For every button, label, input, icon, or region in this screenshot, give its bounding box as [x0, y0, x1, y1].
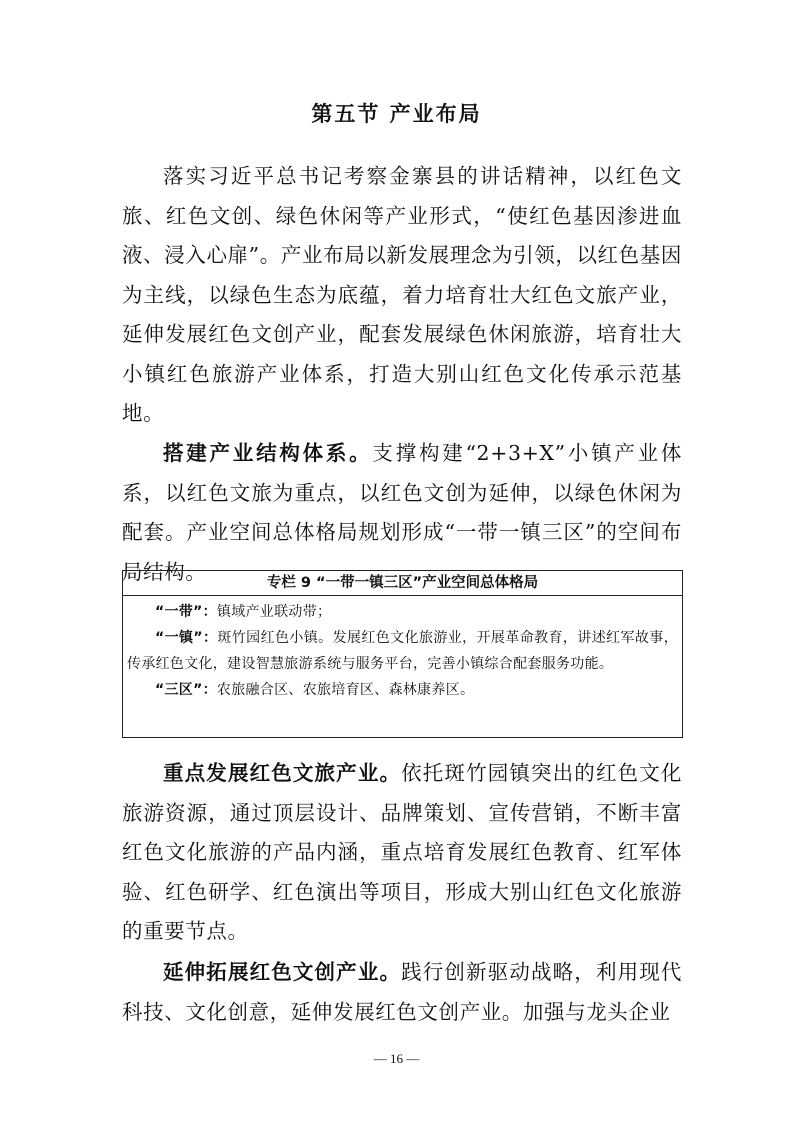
special-column-item [127, 599, 678, 625]
item-text: 农旅融合区、农旅培育区、森林康养区。 [216, 682, 475, 698]
item-term: “三区”： [155, 682, 217, 698]
item-text: 镇域产业联动带； [216, 604, 332, 620]
paragraph-text: 落实习近平总书记考察金寨县的讲话精神，以红色文旅、红色文创、绿色休闲等产业形式，“使红色基因渗进血液、浸入心扉”。产业布局以新发展理念为引领，以红色基因为主线，以绿色生态为底蕴，着力培育壮大红色文旅产业，延伸发展红色文创产业，配套发展绿色休闲旅游，培育壮大小镇红色旅游产业体系，打造大别山红色文化传承示范基地。 [122, 164, 682, 425]
section-title: 第五节 产业布局 [311, 102, 482, 126]
item-text: 斑竹园红色小镇。发展红色文化旅游业，开展革命教育，讲述红军故事，传承红色文化，建设智慧旅游系统与服务平台，完善小镇综合配套服务功能。 [127, 630, 678, 672]
special-column-box [122, 570, 683, 738]
special-column-title: 专栏 9 “一带一镇三区”产业空间总体格局 [123, 571, 682, 596]
paragraph-red-tourism [122, 754, 682, 952]
paragraph-lead: 延伸拓展红色文创产业。 [163, 960, 402, 984]
paragraph-lead: 搭建产业结构体系。 [163, 441, 373, 465]
paragraph-industry-structure [122, 434, 682, 592]
paragraph-text: 支撑构建“2+3+X”小镇产业体系，以红色文旅为重点，以红色文创为延伸，以绿色休闲为配套。产业空间总体格局规划形成“一带一镇三区”的空间布局结构。 [122, 441, 682, 584]
item-term: “一带”： [155, 604, 217, 620]
paragraph-text: 依托斑竹园镇突出的红色文化旅游资源，通过顶层设计、品牌策划、宣传营销，不断丰富红色文化旅游的产品内涵，重点培育发展红色教育、红军体验、红色研学、红色演出等项目，形成大别山红色文化旅游的重要节点。 [122, 761, 682, 943]
paragraph-red-creative [122, 953, 682, 1032]
page-number: — 16 — [373, 1051, 420, 1066]
paragraph-lead: 重点发展红色文旅产业。 [163, 761, 402, 785]
item-term: “一镇”： [155, 630, 218, 646]
special-column-item [127, 677, 678, 703]
paragraph-intro [122, 157, 682, 434]
special-column-item [127, 625, 678, 677]
special-column-body [123, 596, 682, 703]
paragraph-text: 践行创新驱动战略，利用现代科技、文化创意，延伸发展红色文创产业。加强与龙头企业 [122, 960, 682, 1024]
